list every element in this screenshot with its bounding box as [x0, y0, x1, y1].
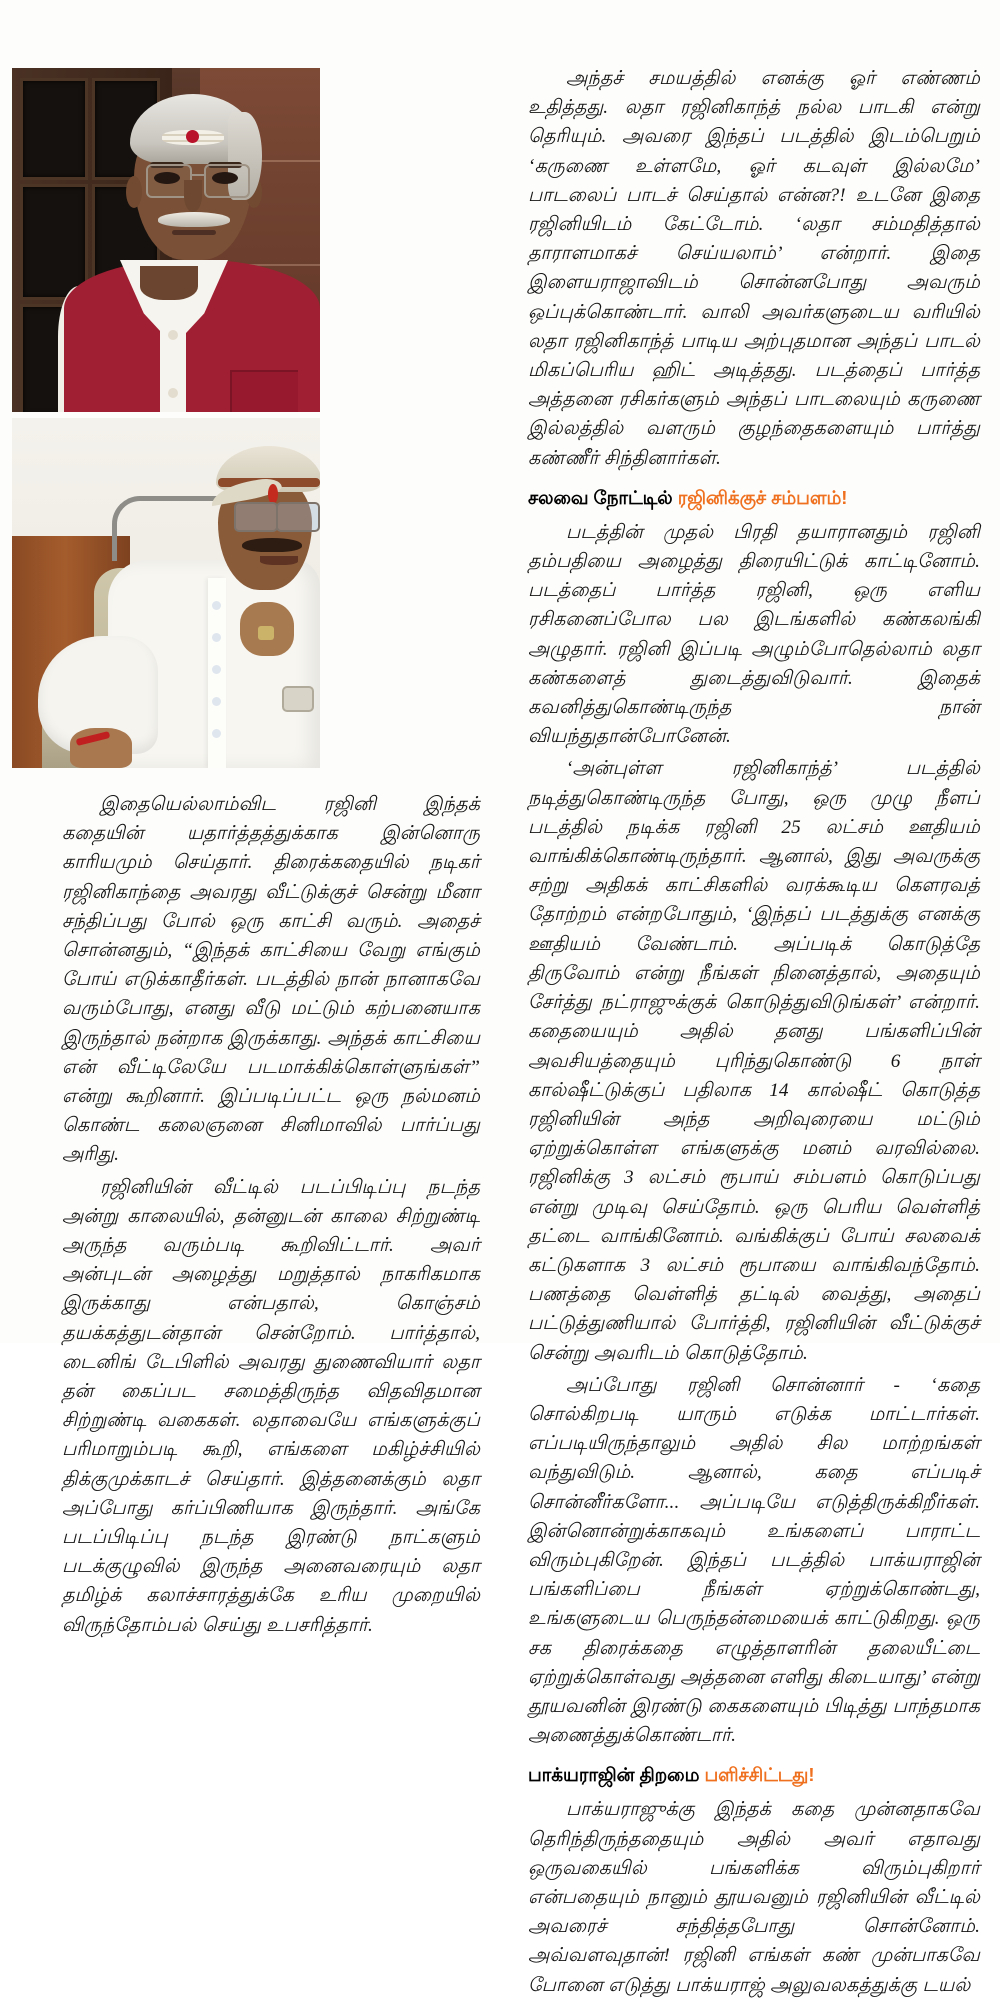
paragraph: பாக்யராஜுக்கு இந்தக் கதை முன்னதாகவே தெரிந்திருந்ததையும் அதில் அவர் எதாவது ஒருவகையில் பங்களிக்க விரும்புகிறார் என்பதையும் நானும் தூயவனும் ரஜினியின் வீட்டில் அவரைச் சந்தித்தபோது சொன்னோம். அவ்வளவுதான்! ரஜினி எங்கள் கண் முன்பாகவே போனை எடுத்து பாக்யராஜ் அலுவலகத்துக்கு டயல்	[528, 1799, 980, 1996]
subheading-lead: சலவை நோட்டில்	[528, 486, 673, 508]
subheading-accent: ரஜினிக்குச் சம்பளம்!	[677, 486, 848, 508]
subheading-accent: பளிச்சிட்டது!	[704, 1764, 815, 1786]
subheading-salary	[528, 486, 980, 510]
paragraph: இதையெல்லாம்விட ரஜினி இந்தக் கதையின் யதார்த்தத்துக்காக இன்னொரு காரியமும் செய்தார். திரைக்கதையில் நடிகர் ரஜினிகாந்தை அவரது வீட்டுக்குச் சென்று மீனா சந்திப்பது போல் ஒரு காட்சி வரும். அதைச் சொன்னதும், “இந்தக் காட்சியை வேறு எங்கும் போய் எடுக்காதீர்கள். படத்தில் நான் நானாகவே வரும்போது, எனது வீடு மட்டும் கற்பனையாக இருந்தால் நன்றாக இருக்காது. அந்தக் காட்சியை என் வீட்டிலேயே படமாக்கிக்கொள்ளுங்கள்” என்று கூறினார். இப்படிப்பட்ட ஒரு நல்மனம் கொண்ட கலைஞனை சினிமாவில் பார்ப்பது அரிது.	[62, 794, 480, 1166]
left-text-column	[62, 790, 480, 1643]
subheading-talent	[528, 1763, 980, 1787]
paragraph: ‘அன்புள்ள ரஜினிகாந்த்’ படத்தில் நடித்துகொண்டிருந்த போது, ஒரு முழு நீளப் படத்தில் நடிக்க ரஜினி 25 லட்சம் ஊதியம் வாங்கிக்கொண்டிருந்தார். ஆனால், இது அவருக்கு சற்று அதிகக் காட்சிகளில் வரக்கூடிய கௌரவத் தோற்றம் என்றபோதும், ‘இந்தப் படத்துக்கு எனக்கு ஊதியம் வேண்டாம். அப்படிக் கொடுத்தே திருவோம் என்று நீங்கள் நினைத்தால், அதையும் சேர்த்து நட்ராஜுக்குக் கொடுத்துவிடுங்கள்’ என்றார். கதையையும் அதில் தனது பங்களிப்பின் அவசியத்தையும் புரிந்துகொண்டு 6 நாள் கால்ஷீட்டுக்குப் பதிலாக 14 கால்ஷீட் கொடுத்த ரஜினியின் அந்த அறிவுரையை மட்டும் ஏற்றுக்கொள்ள எங்களுக்கு மனம் வரவில்லை. ரஜினிக்கு 3 லட்சம் ரூபாய் சம்பளம் கொடுப்பது என்று முடிவு செய்தோம். ஒரு பெரிய வெள்ளித் தட்டை வாங்கினோம். வங்கிக்குப் போய் சலவைக் கட்டுகளாக 3 லட்சம் ரூபாயை வாங்கிவந்தோம். பணத்தை வெள்ளித் தட்டில் வைத்து, அதைப் பட்டுத்துணியால் போர்த்தி, ரஜினியின் வீட்டுக்குச் சென்று அவரிடம் கொடுத்தோம்.	[528, 758, 980, 1364]
paragraph: அந்தச் சமயத்தில் எனக்கு ஓர் எண்ணம் உதித்தது. லதா ரஜினிகாந்த் நல்ல பாடகி என்று தெரியும். அவரை இந்தப் படத்தில் இடம்பெறும் ‘கருணை உள்ளமே, ஓர் கடவுள் இல்லமே’ பாடலைப் பாடச் செய்தால் என்ன?! உடனே இதை ரஜினியிடம் கேட்டோம். ‘லதா சம்மதித்தால் தாராளமாகச் செய்யலாம்’ என்றார். இதை இளையராஜாவிடம் சொன்னபோது அவரும் ஒப்புக்கொண்டார். வாலி அவர்களுடைய வரியில் லதா ரஜினிகாந்த் பாடிய அற்புதமான அந்தப் பாடல் மிகப்பெரிய ஹிட் அடித்தது. படத்தைப் பார்த்த அத்தனை ரசிகர்களும் அந்தப் பாடலையும் கருணை இல்லத்தில் வளரும் குழந்தைகளையும் பார்த்து கண்ணீர் சிந்தினார்கள்.	[528, 68, 980, 469]
paragraph: ரஜினியின் வீட்டில் படப்பிடிப்பு நடந்த அன்று காலையில், தன்னுடன் காலை சிற்றுண்டி அருந்த வரும்படி கூறிவிட்டார். அவர் அன்புடன் அழைத்து மறுத்தால் நாகரிகமாக இருக்காது என்பதால், கொஞ்சம் தயக்கத்துடன்தான் சென்றோம். பார்த்தால், டைனிங் டேபிளில் அவரது துணைவியார் லதா தன் கைப்பட சமைத்திருந்த விதவிதமான சிற்றுண்டி வகைகள். லதாவையே எங்களுக்குப் பரிமாறும்படி கூறி, எங்களை மகிழ்ச்சியில் திக்குமுக்காடச் செய்தார். இத்தனைக்கும் லதா அப்போது கர்ப்பிணியாக இருந்தார். அங்கே படப்பிடிப்பு நடந்த இரண்டு நாட்களும் படக்குழுவில் இருந்த அனைவரையும் லதா தமிழ்க் கலாச்சாரத்துக்கே உரிய முறையில் விருந்தோம்பல் செய்து உபசரித்தார்.	[62, 1176, 480, 1636]
photo-man-white-shirt-cap	[12, 418, 320, 768]
right-text-column	[528, 64, 980, 2003]
paragraph: அப்போது ரஜினி சொன்னார் - ‘கதை சொல்கிறபடி யாரும் எடுக்க மாட்டார்கள். எப்படியிருந்தாலும் அதில் சில மாற்றங்கள் வந்துவிடும். ஆனால், கதை எப்படிச் சொன்னீர்களோ... அப்படியே எடுத்திருக்கிறீர்கள். இன்னொன்றுக்காகவும் உங்களைப் பாராட்ட விரும்புகிறேன். இந்தப் படத்தில் பாக்யராஜின் பங்களிப்பை நீங்கள் ஏற்றுக்கொண்டது, உங்களுடைய பெருந்தன்மையைக் காட்டுகிறது. ஒரு சக திரைக்கதை எழுத்தாளரின் தலையீட்டை ஏற்றுக்கொள்வது அத்தனை எளிது கிடையாது’ என்று தூயவனின் இரண்டு கைகளையும் பிடித்து பாந்தமாக அணைத்துக்கொண்டார்.	[528, 1374, 980, 1747]
paragraph: படத்தின் முதல் பிரதி தயாரானதும் ரஜினி தம்பதியை அழைத்து திரையிட்டுக் காட்டினோம். படத்தைப் பார்த்த ரஜினி, ஒரு எளிய ரசிகனைப்போல பல இடங்களில் கண்கலங்கி அழுதார். ரஜினி இப்படி அழும்போதெல்லாம் லதா கண்களைத் துடைத்துவிடுவார். இதைக் கவனித்துகொண்டிருந்த நான் வியந்துதான்போனேன்.	[528, 521, 980, 748]
subheading-lead: பாக்யராஜின் திறமை	[528, 1764, 700, 1786]
photo-stack	[12, 68, 320, 768]
photo-elderly-man-red-vest	[12, 68, 320, 412]
